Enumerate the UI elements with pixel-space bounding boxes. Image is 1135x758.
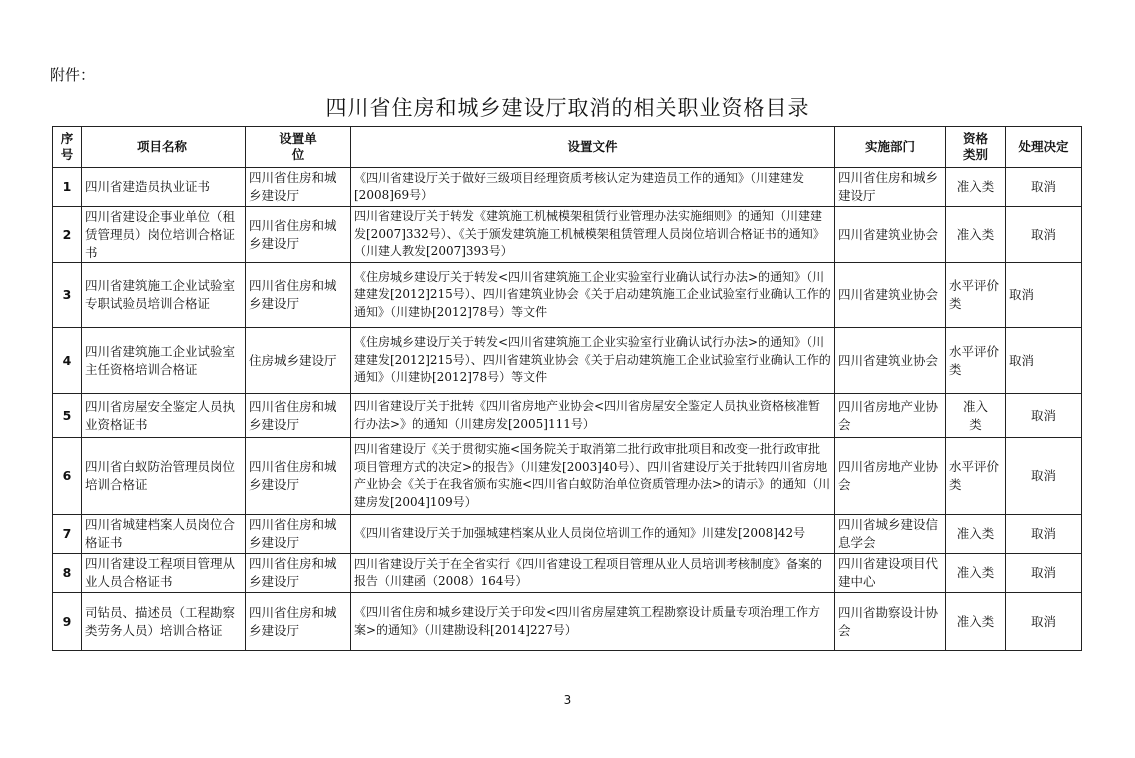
header-name: 项目名称 xyxy=(82,127,246,168)
row-unit: 四川省住房和城乡建设厅 xyxy=(246,438,351,515)
row-decision: 取消 xyxy=(1006,438,1082,515)
table-row xyxy=(53,515,1082,554)
row-decision: 取消 xyxy=(1006,168,1082,207)
row-type: 准入类 xyxy=(946,394,1006,438)
row-type: 准入类 xyxy=(946,207,1006,263)
row-file: 四川省建设厅关于转发《建筑施工机械模架租赁行业管理办法实施细则》的通知（川建建发[2007]332号）、《关于颁发建筑施工机械模架租赁管理人员岗位培训合格证书的通知》（川建人教发[2007]393号） xyxy=(351,207,835,263)
row-file: 《住房城乡建设厅关于转发<四川省建筑施工企业实验室行业确认试行办法>的通知》（川建建发[2012]215号）、四川省建筑业协会《关于启动建筑施工企业试验室行业确认工作的通知》（川建协[2012]78号）等文件 xyxy=(351,263,835,328)
row-decision: 取消 xyxy=(1006,394,1082,438)
table-row xyxy=(53,554,1082,593)
row-dept: 四川省建筑业协会 xyxy=(835,328,946,394)
page-number: 3 xyxy=(563,693,572,707)
row-type: 准入类 xyxy=(946,168,1006,207)
table-row xyxy=(53,394,1082,438)
row-unit: 四川省住房和城乡建设厅 xyxy=(246,168,351,207)
row-seq: 3 xyxy=(53,263,82,328)
row-decision: 取消 xyxy=(1006,263,1082,328)
row-type: 水平评价类 xyxy=(946,328,1006,394)
row-file: 四川省建设厅关于在全省实行《四川省建设工程项目管理从业人员培训考核制度》备案的报告（川建函（2008）164号） xyxy=(351,554,835,593)
row-file: 四川省建设厅关于批转《四川省房地产业协会<四川省房屋安全鉴定人员执业资格核准暂行办法>》的通知（川建房发[2005]111号） xyxy=(351,394,835,438)
row-dept: 四川省建设项目代建中心 xyxy=(835,554,946,593)
row-name: 四川省建筑施工企业试验室主任资格培训合格证 xyxy=(82,328,246,394)
row-name: 四川省房屋安全鉴定人员执业资格证书 xyxy=(82,394,246,438)
row-seq: 6 xyxy=(53,438,82,515)
row-file: 《住房城乡建设厅关于转发<四川省建筑施工企业实验室行业确认试行办法>的通知》（川建建发[2012]215号）、四川省建筑业协会《关于启动建筑施工企业试验室行业确认工作的通知》（川建协[2012]78号）等文件 xyxy=(351,328,835,394)
row-decision: 取消 xyxy=(1006,554,1082,593)
row-decision: 取消 xyxy=(1006,593,1082,651)
row-name: 四川省建造员执业证书 xyxy=(82,168,246,207)
row-dept: 四川省勘察设计协会 xyxy=(835,593,946,651)
header-dept: 实施部门 xyxy=(835,127,946,168)
table-row xyxy=(53,438,1082,515)
table-row xyxy=(53,168,1082,207)
row-seq: 8 xyxy=(53,554,82,593)
row-name: 四川省建设企事业单位（租赁管理员）岗位培训合格证书 xyxy=(82,207,246,263)
row-dept: 四川省建筑业协会 xyxy=(835,207,946,263)
row-dept: 四川省房地产业协会 xyxy=(835,394,946,438)
row-seq: 1 xyxy=(53,168,82,207)
row-dept: 四川省建筑业协会 xyxy=(835,263,946,328)
row-type: 水平评价类 xyxy=(946,438,1006,515)
row-file: 《四川省建设厅关于做好三级项目经理资质考核认定为建造员工作的通知》（川建建发[2008]69号） xyxy=(351,168,835,207)
row-dept: 四川省房地产业协会 xyxy=(835,438,946,515)
table-row xyxy=(53,328,1082,394)
table-row xyxy=(53,593,1082,651)
page-title: 四川省住房和城乡建设厅取消的相关职业资格目录 xyxy=(325,96,810,120)
row-decision: 取消 xyxy=(1006,515,1082,554)
row-type: 水平评价类 xyxy=(946,263,1006,328)
row-seq: 7 xyxy=(53,515,82,554)
qualification-table xyxy=(52,126,1082,651)
row-name: 司钻员、描述员（工程勘察类劳务人员）培训合格证 xyxy=(82,593,246,651)
row-unit: 四川省住房和城乡建设厅 xyxy=(246,554,351,593)
row-type: 准入类 xyxy=(946,554,1006,593)
attachment-label: 附件： xyxy=(50,66,96,84)
header-decision: 处理决定 xyxy=(1006,127,1082,168)
row-type: 准入类 xyxy=(946,515,1006,554)
row-name: 四川省建筑施工企业试验室专职试验员培训合格证 xyxy=(82,263,246,328)
row-name: 四川省建设工程项目管理从业人员合格证书 xyxy=(82,554,246,593)
row-type: 准入类 xyxy=(946,593,1006,651)
row-dept: 四川省城乡建设信息学会 xyxy=(835,515,946,554)
header-unit: 设置单位 xyxy=(246,127,351,168)
table-row xyxy=(53,263,1082,328)
row-decision: 取消 xyxy=(1006,207,1082,263)
row-file: 四川省建设厅《关于贯彻实施<国务院关于取消第二批行政审批项目和改变一批行政审批项目管理方式的决定>的报告》（川建发[2003]40号）、四川省建设厅关于批转四川省房地产业协会《关于在我省颁布实施<四川省白蚁防治单位资质管理办法>的请示》的通知（川建房发[2004]109号） xyxy=(351,438,835,515)
row-seq: 4 xyxy=(53,328,82,394)
table-header-row xyxy=(53,127,1082,168)
row-unit: 住房城乡建设厅 xyxy=(246,328,351,394)
row-dept: 四川省住房和城乡建设厅 xyxy=(835,168,946,207)
row-file: 《四川省住房和城乡建设厅关于印发<四川省房屋建筑工程勘察设计质量专项治理工作方案>的通知》（川建勘设科[2014]227号） xyxy=(351,593,835,651)
header-file: 设置文件 xyxy=(351,127,835,168)
row-unit: 四川省住房和城乡建设厅 xyxy=(246,263,351,328)
header-seq: 序号 xyxy=(53,127,82,168)
table-row xyxy=(53,207,1082,263)
row-seq: 9 xyxy=(53,593,82,651)
row-unit: 四川省住房和城乡建设厅 xyxy=(246,515,351,554)
row-name: 四川省白蚁防治管理员岗位培训合格证 xyxy=(82,438,246,515)
row-seq: 5 xyxy=(53,394,82,438)
row-unit: 四川省住房和城乡建设厅 xyxy=(246,207,351,263)
row-decision: 取消 xyxy=(1006,328,1082,394)
row-file: 《四川省建设厅关于加强城建档案从业人员岗位培训工作的通知》川建发[2008]42号 xyxy=(351,515,835,554)
row-seq: 2 xyxy=(53,207,82,263)
row-unit: 四川省住房和城乡建设厅 xyxy=(246,593,351,651)
header-type: 资格类别 xyxy=(946,127,1006,168)
row-name: 四川省城建档案人员岗位合格证书 xyxy=(82,515,246,554)
row-unit: 四川省住房和城乡建设厅 xyxy=(246,394,351,438)
